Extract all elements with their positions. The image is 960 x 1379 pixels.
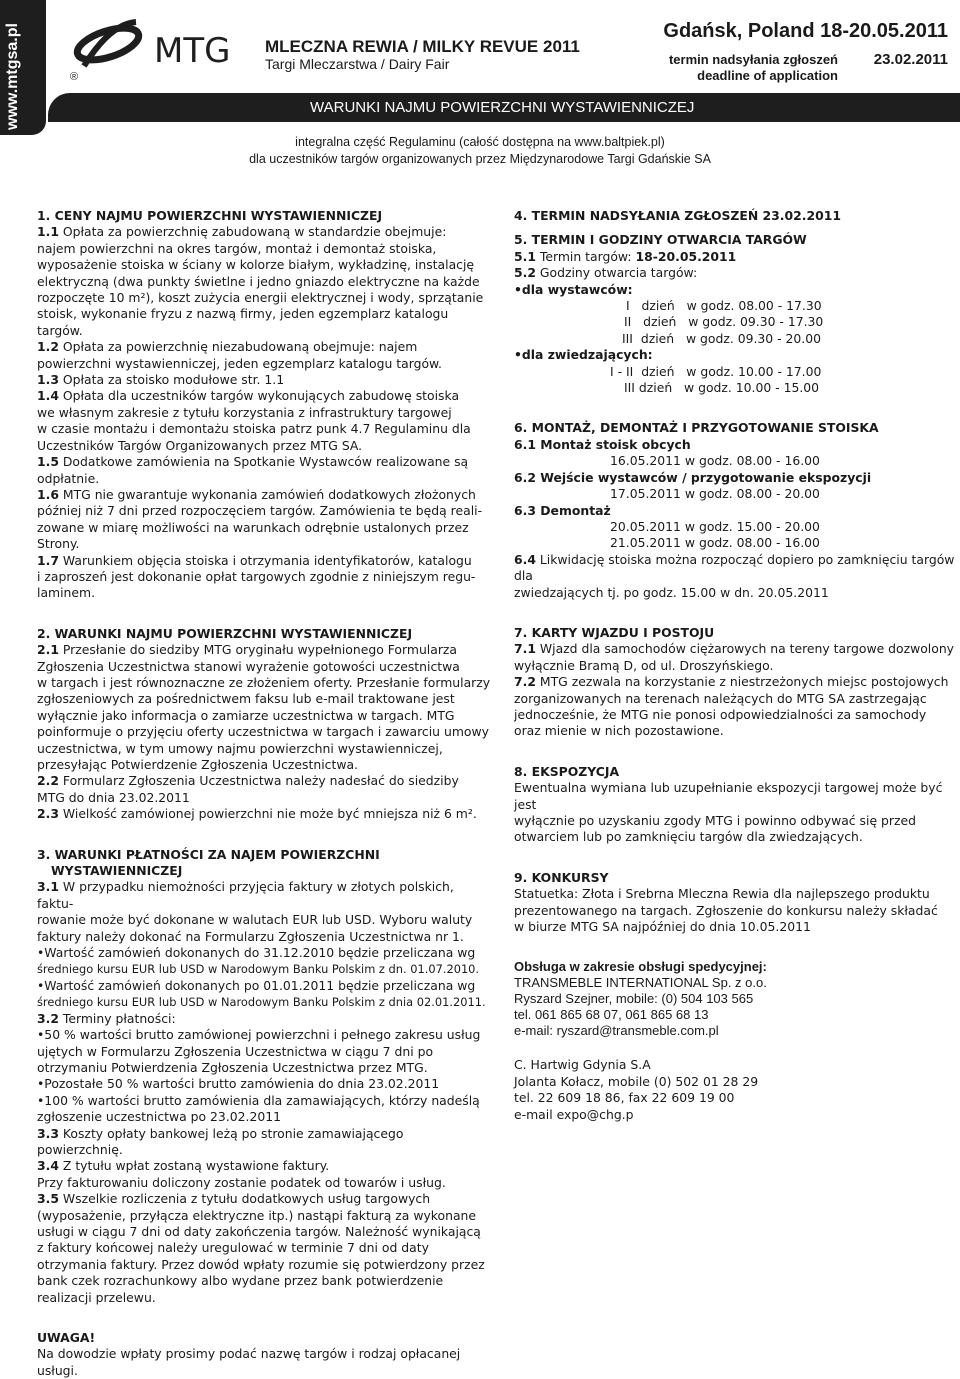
text-line: jednocześnie, że MTG nie ponosi odpowiedzialności za samochody: [514, 706, 927, 722]
text-line: W przypadku niemożności przyjęcia faktury w złotych polskich,: [58, 879, 454, 895]
banner-text: WARUNKI NAJMU POWIERZCHNI WYSTAWIENNICZEJ: [310, 99, 695, 116]
text-line: Wielkość zamówionej powierzchni nie może być mniejsza niż 6 m².: [58, 806, 477, 822]
mtg-logo: [70, 14, 250, 84]
exhibitor-hours-day-1: I dzień w godz. 08.00 - 17.30: [626, 298, 822, 314]
text-line: w targach i jest równoznaczne ze złożeniem oferty. Przesłanie formularzy: [37, 674, 491, 690]
paragraph-1-7: [37, 553, 492, 602]
section-5-heading: 5. TERMIN I GODZINY OTWARCIA TARGÓW: [514, 232, 807, 248]
paragraph-5-2: [514, 265, 959, 281]
text-line: w biurze MTG SA najpóźniej do dnia 10.05.2011: [514, 919, 811, 935]
paragraph-2-1: [37, 642, 492, 773]
text-line: Przy fakturowaniu doliczony zostanie podatek od towarów i usług.: [37, 1174, 446, 1190]
paragraph-number: 3.5: [37, 1191, 59, 1207]
intro: [0, 134, 960, 168]
text-line: usługi.: [37, 1362, 78, 1378]
visitor-hours-day-3: III dzień w godz. 10.00 - 15.00: [624, 380, 820, 396]
text-line: wyłącznie Bramą D, od ul. Droszyńskiego.: [514, 657, 774, 673]
text-line: wyłącznie jako informacja o zamiarze uczestnictwa w targach. MTG: [37, 707, 455, 723]
paragraph-1-2: [37, 339, 492, 372]
deadline-date: 23.02.2011: [873, 51, 948, 68]
text-line: (wyposażenie, przyłącza elektryczne itp.) nastąpi fakturą za wykonane: [37, 1207, 477, 1223]
paragraph-number: 3.3: [37, 1125, 59, 1141]
paragraph-number: 1.4: [37, 388, 59, 404]
text-line: ujętych w Formularzu Zgłoszenia Uczestnictwa w ciągu 7 dni po: [37, 1043, 434, 1059]
text-line: realizacji przelewu.: [37, 1289, 156, 1305]
fair-title-block: [265, 38, 580, 72]
exhibitors-label: [514, 282, 959, 298]
text-line: otrzymania faktury. Przez dowód wpłaty rozumie się potwierdzony przez: [37, 1256, 485, 1272]
section-8-text: [514, 780, 959, 846]
text-line: uczestnictwa, w tym umowy najmu powierzchni wystawienniczej,: [37, 740, 443, 756]
text-line: MTG do dnia 23.02.2011: [37, 789, 190, 805]
text-line: przesyłając Potwierdzenie Zgłoszenia Uczestnictwa.: [37, 757, 358, 772]
visitor-hours-day-1-2: I - II dzień w godz. 10.00 - 17.00: [610, 363, 822, 379]
paragraph-number: 7.1: [514, 641, 536, 657]
deadline-label: [668, 52, 838, 84]
text-line: Terminy płatności:: [58, 1010, 176, 1026]
text-line: Statuetka: Złota i Srebrna Mleczna Rewia dla najlepszego produktu: [514, 886, 930, 902]
hartwig-contact: [514, 1057, 959, 1123]
text-line: rowanie może być dokonane w walutach EUR lub USD. Wyboru waluty: [37, 912, 473, 928]
text-line: w czasie montażu i demontażu stoiska patrz punk 4.7 Regulaminu dla: [37, 421, 471, 437]
text-line: poinformuje o przyjęciu oferty uczestnictwa w targach i zawarciu umowy: [37, 724, 489, 740]
text-line: Opłata za powierzchnię niezabudowaną obejmuje: najem: [58, 339, 418, 355]
hartwig-email[interactable]: e-mail expo@chg.p: [514, 1106, 634, 1122]
dismantling-time-2: 21.05.2011 w godz. 08.00 - 16.00: [610, 535, 820, 551]
section-3-heading-line-1: 3. WARUNKI PŁATNOŚCI ZA NAJEM POWIERZCHNI: [37, 846, 380, 862]
section-7-heading: 7. KARTY WJAZDU I POSTOJU: [514, 624, 715, 640]
dismantling-time-1: 20.05.2011 w godz. 15.00 - 20.00: [610, 518, 820, 534]
exhibitor-hours-day-3: III dzień w godz. 09.30 - 20.00: [622, 330, 822, 346]
paragraph-number: 6.4: [514, 551, 536, 567]
paragraph-number: 7.2: [514, 674, 536, 690]
text-line: Wjazd dla samochodów ciężarowych na tereny targowe dozwolony: [535, 641, 955, 657]
text-line: Strony.: [37, 536, 80, 552]
paragraph-2-3: [37, 806, 492, 822]
text-line: elektryczną (dwa punkty świetlne i jedno gniazdo elektryczne na każde: [37, 273, 480, 289]
text-line: Przesłanie do siedziby MTG oryginału wypełnionego Formularza: [58, 642, 458, 658]
text-line: Termin targów:: [535, 248, 636, 264]
text-line: średniego kursu EUR lub USD w Narodowym Banku Polskim z dnia 02.01.2011.: [37, 995, 486, 1010]
text-line: najem powierzchni na okres targów, montaż i demontaż stoiska,: [37, 240, 437, 256]
subsection-6-2: 6.2 Wejście wystawców / przygotowanie ekspozycji: [514, 469, 872, 485]
registered-mark: ®: [70, 71, 79, 83]
paragraph-number: 1.7: [37, 552, 59, 568]
forwarding-person: Ryszard Szejner, mobile: (0) 504 103 565: [514, 991, 754, 1007]
paragraph-1-3: [37, 372, 492, 388]
location-date: Gdańsk, Poland 18-20.05.2011: [663, 20, 948, 42]
text-line: zorganizowanych na terenach należących do MTG SA zastrzegając: [514, 690, 927, 706]
text-line: MTG nie gwarantuje wykonania zamówień dodatkowych złożonych: [58, 486, 476, 502]
text-line: później niż 7 dni przed rozpoczęciem targów. Zamówienia te będą reali-: [37, 503, 483, 519]
paragraph-1-6: [37, 487, 492, 553]
hartwig-person: Jolanta Kołacz, mobile (0) 502 01 28 29: [514, 1073, 759, 1089]
text-line: Wszelkie rozliczenia z tytułu dodatkowych usług targowych: [58, 1191, 431, 1207]
text-line: stoisk, wykonanie fryzu z nazwą firmy, jeden egzemplarz katalogu targów.: [37, 306, 449, 338]
paragraph-7-2: [514, 674, 959, 740]
paragraph-3-3: [37, 1126, 492, 1159]
paragraph-1-1: [37, 224, 492, 339]
visitors-label: [514, 347, 959, 363]
paragraph-7-1: [514, 641, 959, 674]
exhibitors-label-text: •dla wystawców:: [514, 281, 633, 297]
paragraph-number: 1.6: [37, 486, 59, 502]
text-line: Opłata za powierzchnię zabudowaną w standardzie obejmuje:: [58, 224, 447, 240]
visitors-label-text: •dla zwiedzających:: [514, 347, 653, 363]
forwarding-contact: [514, 959, 959, 1039]
section-9-heading: 9. KONKURSY: [514, 869, 609, 885]
section-1-heading: 1. CENY NAJMU POWIERZCHNI WYSTAWIENNICZEJ: [37, 208, 383, 223]
intro-line-1: integralna część Regulaminu (całość dostępna na www.baltpiek.pl): [295, 135, 665, 149]
website-label[interactable]: www.mtgsa.pl: [4, 23, 21, 130]
paragraph-number: 1.2: [37, 339, 59, 355]
paragraph-number: 1.1: [37, 224, 59, 240]
logo-text: MTG: [154, 31, 231, 71]
hartwig-phone: tel. 22 609 18 86, fax 22 609 19 00: [514, 1090, 735, 1106]
text-line: •100 % wartości brutto zamówienia dla zamawiających, którzy nadeślą: [37, 1092, 480, 1108]
text-line: Warunkiem objęcia stoiska i otrzymania identyfikatorów, katalogu: [58, 552, 472, 568]
text-line: Koszty opłaty bankowej leżą po stronie zamawiającego powierzchnię.: [37, 1125, 404, 1157]
exhibitor-hours-day-2: II dzień w godz. 09.30 - 17.30: [624, 314, 824, 330]
text-line: we własnym zakresie z tytułu korzystania z infrastruktury targowej: [37, 404, 452, 420]
hartwig-company: C. Hartwig Gdynia S.A: [514, 1057, 651, 1073]
section-2-heading: 2. WARUNKI NAJMU POWIERZCHNI WYSTAWIENNICZEJ: [37, 625, 413, 641]
text-line: Dodatkowe zamówienia na Spotkanie Wystawców realizowane są: [58, 454, 469, 470]
text-line: zwiedzających tj. po godz. 15.00 w dn. 20.05.2011: [514, 584, 829, 600]
section-8-heading: 8. EKSPOZYCJA: [514, 763, 620, 779]
deadline-label-en: deadline of application: [697, 68, 838, 83]
assembly-time: 16.05.2011 w godz. 08.00 - 16.00: [610, 453, 820, 469]
subsection-6-1: 6.1 Montaż stoisk obcych: [514, 436, 691, 452]
text-line: wyłącznie po uzyskaniu zgody MTG i powinno odbywać się przed: [514, 813, 916, 828]
text-line: Uczestników Targów Organizowanych przez MTG SA.: [37, 437, 363, 453]
warning-text: [37, 1346, 492, 1379]
text-line: prezentowanego na targach. Zgłoszenie do konkursu należy składać: [514, 902, 938, 918]
paragraph-number: 3.4: [37, 1158, 59, 1174]
text-line: MTG zezwala na korzystanie z niestrzeżonych miejsc postojowych: [535, 674, 949, 690]
paragraph-5-1: [514, 249, 959, 265]
text-line: zgłoszenie uczestnictwa po 23.02.2011: [37, 1109, 281, 1125]
text-line: średniego kursu EUR lub USD w Narodowym Banku Polskim z dn. 01.07.2010.: [37, 962, 480, 977]
text-line: wyposażenie stoiska w ściany w kolorze białym, wykładzinę, instalację: [37, 257, 475, 273]
forwarding-heading: Obsługa w zakresie obsługi spedycyjnej:: [514, 959, 767, 975]
text-line: faktu-: [37, 895, 74, 911]
paragraph-number: 2.1: [37, 642, 59, 658]
fair-title: MLECZNA REWIA / MILKY REVUE 2011: [265, 37, 580, 56]
title-banner: [48, 93, 960, 122]
text-line: Na dowodzie wpłaty prosimy podać nazwę targów i rodzaj opłacanej: [37, 1346, 461, 1362]
text-line: otrzymaniu Potwierdzenia Zgłoszenia Uczestnictwa przez MTG.: [37, 1059, 428, 1075]
text-line: otwarciem lub po zamknięciu targów dla zwiedzających.: [514, 829, 863, 845]
paragraph-number: 5.2: [514, 265, 536, 281]
forwarding-phone: tel. 061 865 68 07, 061 865 68 13: [514, 1007, 709, 1023]
text-line: i zaproszeń jest dokonanie opłat targowych zgodnie z niniejszym regu-: [37, 568, 476, 584]
warning-heading: UWAGA!: [37, 1330, 96, 1345]
forwarding-email[interactable]: e-mail: ryszard@transmeble.com.pl: [514, 1023, 719, 1039]
fair-dates: 18-20.05.2011: [635, 248, 737, 264]
intro-line-2: dla uczestników targów organizowanych przez Międzynarodowe Targi Gdańskie SA: [249, 152, 711, 166]
deadline-label-pl: termin nadsyłania zgłoszeń: [668, 52, 838, 67]
forwarding-company: TRANSMEBLE INTERNATIONAL Sp. z o.o.: [514, 975, 767, 991]
text-line: Opłata za stoisko modułowe str. 1.1: [58, 372, 285, 388]
paragraph-number: 1.5: [37, 454, 59, 470]
text-line: z faktury końcowej należy uregulować w terminie 7 dni od daty: [37, 1240, 429, 1256]
text-line: faktury należy dokonać na Formularzu Zgłoszenia Uczestnictwa nr 1.: [37, 928, 464, 944]
paragraph-3-5: [37, 1191, 492, 1306]
section-6-heading: 6. MONTAŻ, DEMONTAŻ I PRZYGOTOWANIE STOISKA: [514, 420, 879, 436]
paragraph-3-2: [37, 1011, 492, 1126]
text-line: Godziny otwarcia targów:: [535, 265, 698, 281]
paragraph-number: 2.3: [37, 806, 59, 822]
paragraph-3-1: [37, 879, 492, 1010]
setup-time: 17.05.2011 w godz. 08.00 - 20.00: [610, 486, 820, 502]
right-column: [514, 208, 959, 1123]
paragraph-1-5: [37, 454, 492, 487]
section-3-heading-line-2: WYSTAWIENNICZEJ: [51, 863, 183, 879]
paragraph-6-4: [514, 552, 959, 601]
text-line: usługi w ciągu 7 dni od daty zakończenia targów. Należność wynikającą: [37, 1223, 481, 1239]
text-line: Opłata dla uczestników targów wykonujących zabudowę stoiska: [58, 388, 460, 404]
text-line: zgłoszeniowych za pośrednictwem faksu lub e-mail traktowane jest: [37, 691, 455, 707]
text-line: •Pozostałe 50 % wartości brutto zamówienia do dnia 23.02.2011: [37, 1076, 440, 1092]
paragraph-1-4: [37, 388, 492, 454]
subsection-6-3: 6.3 Demontaż: [514, 502, 611, 518]
text-line: •50 % wartości brutto zamówionej powierzchni i pełnego zakresu usług: [37, 1027, 481, 1043]
paragraph-number: 2.2: [37, 773, 59, 789]
text-line: laminem.: [37, 585, 96, 601]
text-line: •Wartość zamówień dokonanych do 31.12.2010 będzie przeliczana wg: [37, 945, 476, 961]
left-column: [37, 208, 492, 1379]
text-line: rozpoczęte 10 m²), koszt zużycia energii elektrycznej i wody, sprzątanie: [37, 290, 484, 306]
text-line: •Wartość zamówień dokonanych po 01.01.2011 będzie przeliczana wg: [37, 977, 476, 993]
text-line: Likwidację stoiska można rozpocząć dopiero po zamknięciu targów dla: [514, 551, 955, 584]
paragraph-number: 5.1: [514, 248, 536, 264]
paragraph-number: 3.2: [37, 1010, 59, 1026]
text-line: oraz mienie w nich pozostawione.: [514, 723, 724, 739]
paragraph-3-4: [37, 1158, 492, 1191]
section-4-heading: 4. TERMIN NADSYŁANIA ZGŁOSZEŃ 23.02.2011: [514, 208, 841, 223]
text-line: odpłatnie.: [37, 470, 100, 486]
fair-subtitle: Targi Mleczarstwa / Dairy Fair: [265, 56, 450, 72]
text-line: Ewentualna wymiana lub uzupełnianie ekspozycji targowej może być jest: [514, 780, 943, 812]
text-line: powierzchni wystawienniczej, jeden egzemplarz katalogu targów.: [37, 355, 442, 371]
text-line: Formularz Zgłoszenia Uczestnictwa należy nadesłać do siedziby: [58, 773, 459, 789]
text-line: Z tytułu wpłat zostaną wystawione faktury.: [58, 1158, 330, 1174]
text-line: Zgłoszenia Uczestnictwa stanowi wyrażenie gotowości uczestnictwa: [37, 658, 460, 674]
paragraph-2-2: [37, 773, 492, 806]
paragraph-number: 3.1: [37, 879, 59, 895]
text-line: bank czek rozrachunkowy albo wydane przez bank potwierdzenie: [37, 1273, 444, 1289]
text-line: zowane w miarę możliwości na warunkach odrębnie ustalonych przez: [37, 519, 469, 535]
section-9-text: [514, 886, 959, 935]
section-3-heading: [37, 847, 492, 880]
side-tab: [0, 0, 46, 135]
paragraph-number: 1.3: [37, 372, 59, 388]
